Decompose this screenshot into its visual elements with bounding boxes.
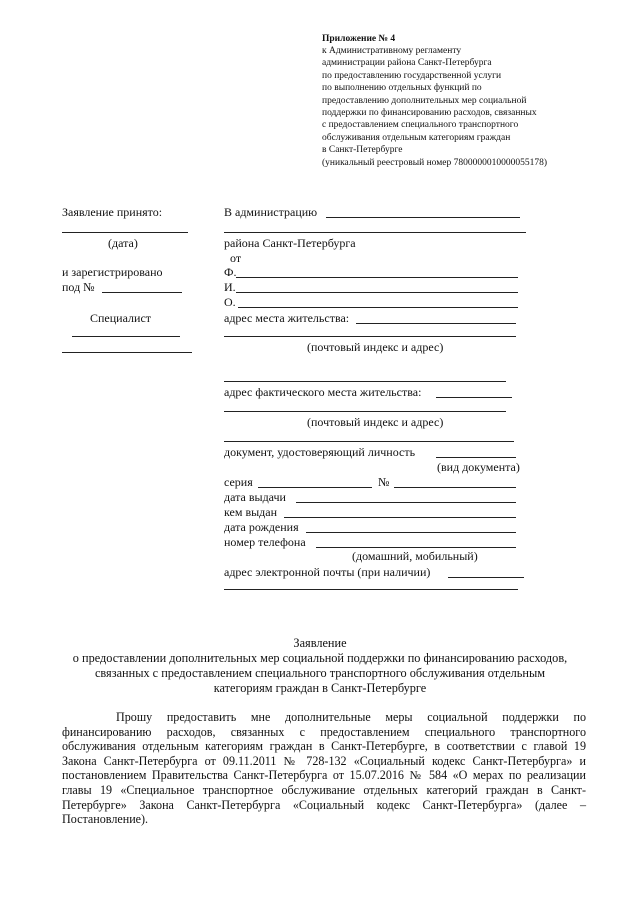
statement-subtitle-line: категориям граждан в Санкт-Петербурге bbox=[213, 681, 427, 695]
from-label: от bbox=[230, 251, 242, 265]
postal-hint-2: (почтовый индекс и адрес) bbox=[307, 415, 444, 429]
to-admin-label: В администрацию bbox=[224, 205, 318, 219]
admin-field[interactable] bbox=[326, 217, 520, 218]
doc-number-label: № bbox=[378, 475, 390, 489]
issued-by-field[interactable] bbox=[284, 517, 516, 518]
identity-doc-label: документ, удостоверяющий личность bbox=[224, 445, 416, 459]
district-label: района Санкт-Петербурга bbox=[224, 236, 356, 250]
actual-residence-label: адрес фактического места жительства: bbox=[224, 385, 422, 399]
header-line: с предоставлением специального транспортного bbox=[322, 120, 519, 131]
patronymic-field[interactable] bbox=[238, 307, 518, 308]
accepted-date-line[interactable] bbox=[62, 232, 188, 233]
phone-hint: (домашний, мобильный) bbox=[352, 549, 478, 563]
header-line: по предоставлению государственной услуги bbox=[322, 70, 502, 81]
header-line: к Административному регламенту bbox=[322, 46, 462, 56]
doc-number-field[interactable] bbox=[394, 487, 516, 488]
header-line: обслуживания отдельным категориям граждан bbox=[322, 132, 511, 143]
surname-label: Ф. bbox=[224, 265, 237, 279]
reg-number-line[interactable] bbox=[102, 292, 182, 293]
specialist-name-line[interactable] bbox=[62, 352, 192, 353]
header-line: поддержки по финансированию расходов, связанных bbox=[322, 108, 537, 118]
issue-date-field[interactable] bbox=[296, 502, 516, 503]
residence-field-2[interactable] bbox=[224, 336, 516, 337]
header-line: администрации района Санкт-Петербурга bbox=[322, 58, 492, 69]
statement-body bbox=[62, 710, 586, 827]
phone-field[interactable] bbox=[316, 547, 516, 548]
residence-field[interactable] bbox=[356, 323, 516, 324]
specialist-signature-line[interactable] bbox=[72, 336, 180, 337]
specialist-label: Специалист bbox=[90, 311, 152, 325]
registered-label: и зарегистрировано bbox=[62, 265, 163, 279]
statement-paragraph: Прошу предоставить мне дополнительные меры социальной поддержки по финансированию расходов, связанных с предоставлением специального транспортного обслуживания отдельным категориям граждан в Санкт-Петербурге, в соответствии с главой 19 Закона Санкт-Петербурга от 09.11.2011 № 728-132 «Социальный кодекс Санкт-Петербурга» и постановлением Правительства Санкт-Петербурга от 15.07.2016 № 584 «О мерах по реализации главы 19 «Специальное транспортное обслуживание отдельных категорий граждан в Санкт-Петербурге» Закона Санкт-Петербурга «Социальный кодекс Санкт-Петербурга» (далее – Постановление). bbox=[62, 710, 586, 827]
email-field[interactable] bbox=[448, 577, 524, 578]
phone-label: номер телефона bbox=[224, 535, 306, 549]
header-line: по выполнению отдельных функций по bbox=[322, 83, 482, 94]
admin-field-2[interactable] bbox=[224, 232, 526, 233]
actual-residence-field[interactable] bbox=[436, 397, 512, 398]
actual-residence-field-3[interactable] bbox=[224, 441, 514, 442]
statement-title: Заявление bbox=[293, 636, 347, 650]
statement-subtitle-line: связанных с предоставлением специального транспортного обслуживания отдельным bbox=[94, 666, 546, 680]
surname-field[interactable] bbox=[236, 277, 518, 278]
email-field-2[interactable] bbox=[224, 589, 518, 590]
email-label: адрес электронной почты (при наличии) bbox=[224, 565, 431, 579]
birth-date-field[interactable] bbox=[306, 532, 516, 533]
residence-label: адрес места жительства: bbox=[224, 311, 350, 325]
series-field[interactable] bbox=[258, 487, 372, 488]
patronymic-label: О. bbox=[224, 295, 236, 309]
header-line: предоставлению дополнительных мер социальной bbox=[322, 95, 527, 106]
postal-hint: (почтовый индекс и адрес) bbox=[307, 340, 444, 354]
series-label: серия bbox=[224, 475, 253, 489]
appendix-title: Приложение № 4 bbox=[322, 34, 396, 44]
name-field[interactable] bbox=[236, 292, 518, 293]
header-line: в Санкт-Петербурге bbox=[322, 145, 403, 156]
birth-date-label: дата рождения bbox=[224, 520, 299, 534]
date-hint: (дата) bbox=[108, 236, 138, 250]
registry-number: (уникальный реестровый номер 7800000010000055178) bbox=[322, 157, 548, 168]
name-label: И. bbox=[224, 280, 236, 294]
reg-number-label: под № bbox=[62, 280, 95, 294]
issued-by-label: кем выдан bbox=[224, 505, 278, 519]
actual-residence-field-2[interactable] bbox=[224, 411, 506, 412]
identity-doc-field[interactable] bbox=[436, 457, 516, 458]
accepted-label: Заявление принято: bbox=[62, 205, 163, 219]
residence-extra-line[interactable] bbox=[224, 381, 506, 382]
issue-date-label: дата выдачи bbox=[224, 490, 286, 504]
statement-subtitle-line: о предоставлении дополнительных мер социальной поддержки по финансированию расходов, bbox=[72, 651, 568, 665]
doc-type-hint: (вид документа) bbox=[437, 460, 520, 474]
